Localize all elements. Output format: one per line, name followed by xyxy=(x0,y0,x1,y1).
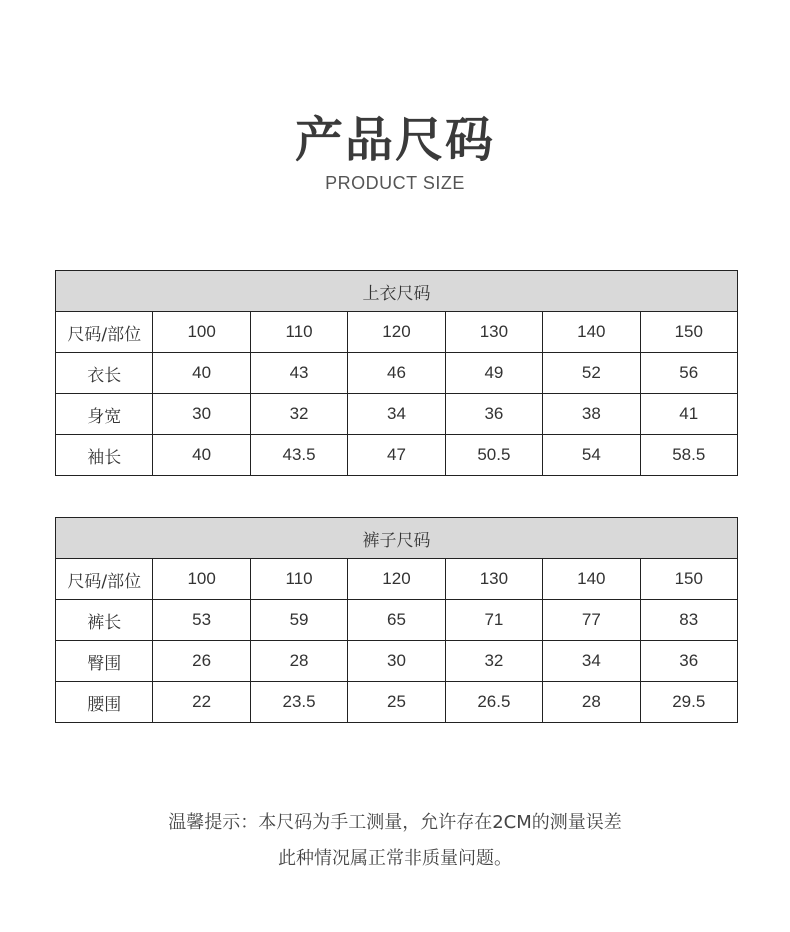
value-cell: 49 xyxy=(445,353,542,394)
size-header-cell: 130 xyxy=(445,559,542,600)
value-cell: 47 xyxy=(348,435,445,476)
table-row xyxy=(56,600,738,641)
page-subtitle: PRODUCT SIZE xyxy=(325,173,465,193)
page-title: 产品尺码 xyxy=(294,112,495,168)
size-header-cell: 150 xyxy=(640,312,737,353)
value-cell: 41 xyxy=(640,394,737,435)
value-cell: 54 xyxy=(543,435,640,476)
table-row xyxy=(56,353,738,394)
size-header-cell: 150 xyxy=(640,559,737,600)
row-label-cell: 身宽 xyxy=(56,394,153,435)
row-label-cell: 裤长 xyxy=(56,600,153,641)
row-label-cell: 腰围 xyxy=(56,682,153,723)
size-header-cell: 100 xyxy=(153,559,250,600)
value-cell: 22 xyxy=(153,682,250,723)
value-cell: 32 xyxy=(445,641,542,682)
value-cell: 59 xyxy=(250,600,347,641)
value-cell: 36 xyxy=(640,641,737,682)
size-header-cell: 110 xyxy=(250,312,347,353)
table-row xyxy=(56,682,738,723)
value-cell: 30 xyxy=(153,394,250,435)
value-cell: 58.5 xyxy=(640,435,737,476)
value-cell: 40 xyxy=(153,435,250,476)
value-cell: 43.5 xyxy=(250,435,347,476)
table-row xyxy=(56,641,738,682)
value-cell: 32 xyxy=(250,394,347,435)
value-cell: 65 xyxy=(348,600,445,641)
size-header-cell: 120 xyxy=(348,559,445,600)
value-cell: 28 xyxy=(250,641,347,682)
table-caption: 上衣尺码 xyxy=(56,271,738,312)
value-cell: 56 xyxy=(640,353,737,394)
value-cell: 30 xyxy=(348,641,445,682)
size-header-cell: 140 xyxy=(543,559,640,600)
size-header-cell: 100 xyxy=(153,312,250,353)
header-label-cell: 尺码/部位 xyxy=(56,559,153,600)
table-header-row xyxy=(56,559,738,600)
size-header-cell: 110 xyxy=(250,559,347,600)
value-cell: 71 xyxy=(445,600,542,641)
size-header-cell: 120 xyxy=(348,312,445,353)
header-label-cell: 尺码/部位 xyxy=(56,312,153,353)
size-note-line1: 温馨提示：本尺码为手工测量，允许存在2CM的测量误差 xyxy=(168,812,622,833)
table-row xyxy=(56,435,738,476)
table-header-row xyxy=(56,312,738,353)
table-row xyxy=(56,394,738,435)
value-cell: 36 xyxy=(445,394,542,435)
value-cell: 28 xyxy=(543,682,640,723)
value-cell: 77 xyxy=(543,600,640,641)
pants-size-table xyxy=(55,517,738,723)
value-cell: 43 xyxy=(250,353,347,394)
value-cell: 83 xyxy=(640,600,737,641)
table-caption-row xyxy=(56,271,738,312)
size-note-line2: 此种情况属正常非质量问题。 xyxy=(278,848,512,869)
table-caption-row xyxy=(56,518,738,559)
value-cell: 29.5 xyxy=(640,682,737,723)
value-cell: 40 xyxy=(153,353,250,394)
size-header-cell: 130 xyxy=(445,312,542,353)
row-label-cell: 衣长 xyxy=(56,353,153,394)
value-cell: 38 xyxy=(543,394,640,435)
value-cell: 50.5 xyxy=(445,435,542,476)
row-label-cell: 袖长 xyxy=(56,435,153,476)
value-cell: 34 xyxy=(543,641,640,682)
value-cell: 53 xyxy=(153,600,250,641)
value-cell: 26.5 xyxy=(445,682,542,723)
row-label-cell: 臀围 xyxy=(56,641,153,682)
value-cell: 46 xyxy=(348,353,445,394)
size-header-cell: 140 xyxy=(543,312,640,353)
table-caption: 裤子尺码 xyxy=(56,518,738,559)
value-cell: 25 xyxy=(348,682,445,723)
value-cell: 23.5 xyxy=(250,682,347,723)
top-size-table xyxy=(55,270,738,476)
value-cell: 26 xyxy=(153,641,250,682)
value-cell: 52 xyxy=(543,353,640,394)
value-cell: 34 xyxy=(348,394,445,435)
